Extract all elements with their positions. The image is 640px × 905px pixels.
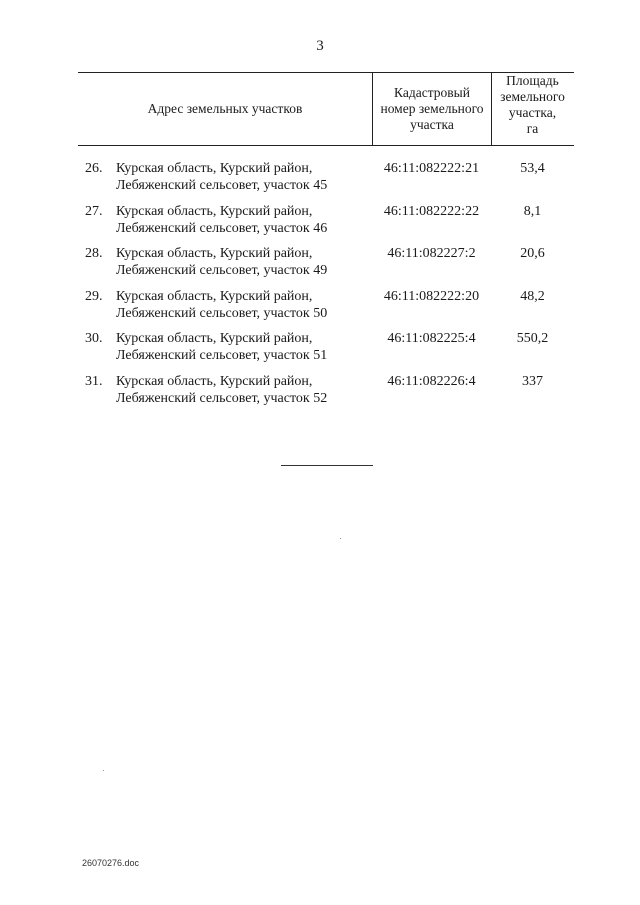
- end-of-table-rule: [281, 465, 373, 466]
- header-area-line: га: [526, 121, 539, 136]
- row-number: 29.: [85, 288, 103, 304]
- table-header: [78, 72, 574, 146]
- row-cadastral: 46:11:082225:4: [387, 331, 476, 346]
- row-address-line: Курская область, Курский район,: [116, 203, 313, 219]
- row-number: 31.: [85, 373, 103, 389]
- table-row: [78, 203, 574, 246]
- row-number: 27.: [85, 203, 103, 219]
- row-address-line: Курская область, Курский район,: [116, 288, 313, 304]
- scan-speck: [340, 538, 341, 539]
- row-address: [116, 373, 366, 407]
- header-area-line: Площадь: [506, 73, 559, 88]
- page-number: 3: [316, 38, 324, 54]
- row-cadastral: 46:11:082227:2: [387, 246, 476, 261]
- scan-speck: [103, 770, 104, 771]
- row-address: [116, 288, 366, 322]
- table-row: [78, 288, 574, 331]
- row-number: 30.: [85, 331, 103, 346]
- row-address-line: Лебяженский сельсовет, участок 51: [116, 348, 328, 363]
- row-address-line: Курская область, Курский район,: [116, 373, 313, 389]
- header-cadastral-line: участка: [410, 117, 454, 132]
- row-cadastral: 46:11:082222:21: [383, 161, 480, 176]
- row-address: [116, 203, 366, 237]
- header-cadastral: [372, 73, 492, 145]
- document-reference: 26070276.doc: [82, 858, 140, 868]
- row-area: 8,1: [523, 203, 542, 219]
- row-address: [116, 245, 366, 279]
- header-cadastral-line: Кадастровый: [394, 85, 470, 100]
- row-number: 26.: [85, 161, 103, 176]
- row-address-line: Лебяженский сельсовет, участок 52: [116, 390, 328, 406]
- header-area-line: участка,: [508, 105, 557, 120]
- row-address-line: Курская область, Курский район,: [116, 331, 313, 346]
- row-address-line: Лебяженский сельсовет, участок 49: [116, 263, 328, 278]
- table-row: [78, 330, 574, 373]
- row-address-line: Курская область, Курский район,: [116, 246, 313, 261]
- row-area: 337: [522, 373, 543, 389]
- table-body: [78, 160, 574, 415]
- row-address-line: Лебяженский сельсовет, участок 45: [116, 178, 328, 193]
- header-cadastral-line: номер земельного: [380, 101, 484, 116]
- row-address: [116, 330, 366, 364]
- row-area: 53,4: [520, 161, 545, 176]
- table-row: [78, 245, 574, 288]
- header-address-line: Адрес земельных участков: [147, 101, 303, 116]
- row-cadastral: 46:11:082226:4: [387, 373, 476, 389]
- row-cadastral: 46:11:082222:20: [383, 288, 480, 304]
- table-row: [78, 373, 574, 416]
- row-area: 20,6: [520, 246, 545, 261]
- row-area: 550,2: [516, 331, 549, 346]
- row-area: 48,2: [520, 288, 545, 304]
- header-area-line: земельного: [500, 89, 565, 104]
- row-address-line: Курская область, Курский район,: [116, 161, 313, 176]
- table-row: [78, 160, 574, 203]
- row-address: [116, 160, 366, 194]
- row-address-line: Лебяженский сельсовет, участок 50: [116, 305, 328, 321]
- row-address-line: Лебяженский сельсовет, участок 46: [116, 220, 328, 236]
- row-number: 28.: [85, 246, 103, 261]
- header-area: [491, 73, 574, 145]
- header-address: [78, 73, 372, 145]
- row-cadastral: 46:11:082222:22: [383, 203, 480, 219]
